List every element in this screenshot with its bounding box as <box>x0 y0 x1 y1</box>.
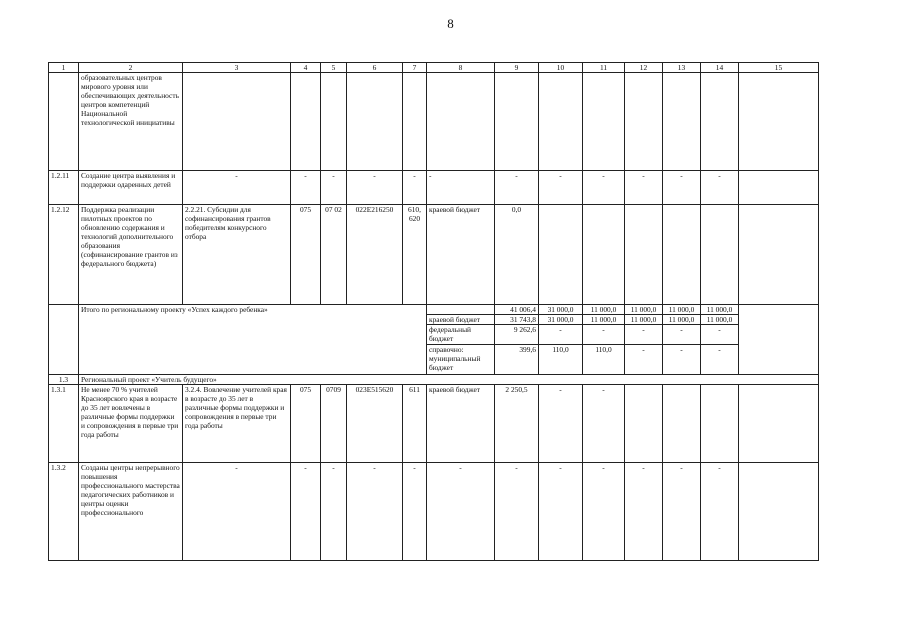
cell: - <box>183 171 291 205</box>
cell: - <box>701 345 739 375</box>
cell: - <box>347 171 403 205</box>
row-number: 1.2.11 <box>49 171 79 205</box>
cell: 3.2.4. Вовлечение учителей края в возрасте до 35 лет в различные формы поддержки и сопровождения в первые три года работы <box>183 385 291 463</box>
table-row <box>49 171 819 205</box>
row-number: 1.3.1 <box>49 385 79 463</box>
cell <box>427 73 495 171</box>
cell <box>347 73 403 171</box>
cell: - <box>321 171 347 205</box>
header-cell: 2 <box>79 63 183 73</box>
cell: - <box>539 325 583 345</box>
header-row <box>49 63 819 73</box>
cell <box>739 73 819 171</box>
cell: - <box>427 171 495 205</box>
cell: - <box>625 345 663 375</box>
header-cell: 4 <box>291 63 321 73</box>
cell: 022E216250 <box>347 205 403 305</box>
cell: 610, 620 <box>403 205 427 305</box>
cell: - <box>701 325 739 345</box>
cell: - <box>701 463 739 561</box>
cell: 31 743,8 <box>495 315 539 325</box>
cell <box>625 73 663 171</box>
cell: - <box>625 325 663 345</box>
cell <box>663 73 701 171</box>
cell: 11 000,0 <box>625 315 663 325</box>
cell: 110,0 <box>539 345 583 375</box>
cell <box>539 205 583 305</box>
cell: - <box>183 463 291 561</box>
cell: - <box>539 385 583 463</box>
cell: - <box>663 325 701 345</box>
cell: 399,6 <box>495 345 539 375</box>
cell: 41 006,4 <box>495 305 539 315</box>
section-number: 1.3 <box>49 375 79 385</box>
cell <box>495 73 539 171</box>
cell: - <box>583 385 625 463</box>
cell <box>403 73 427 171</box>
cell: - <box>347 463 403 561</box>
cell: Создание центра выявления и поддержки одаренных детей <box>79 171 183 205</box>
cell: справочно: муниципальный бюджет <box>427 345 495 375</box>
cell <box>539 73 583 171</box>
cell <box>701 205 739 305</box>
cell <box>739 305 819 375</box>
cell: 31 000,0 <box>539 305 583 315</box>
header-cell: 8 <box>427 63 495 73</box>
cell: 110,0 <box>583 345 625 375</box>
cell: - <box>495 171 539 205</box>
cell <box>291 73 321 171</box>
header-cell: 3 <box>183 63 291 73</box>
cell: краевой бюджет <box>427 205 495 305</box>
row-number: 1.2.12 <box>49 205 79 305</box>
section-title: Региональный проект «Учитель будущего» <box>79 375 819 385</box>
cell: - <box>321 463 347 561</box>
cell: - <box>583 171 625 205</box>
cell: 31 000,0 <box>539 315 583 325</box>
cell <box>321 73 347 171</box>
header-cell: 7 <box>403 63 427 73</box>
cell <box>663 385 701 463</box>
cell: - <box>583 325 625 345</box>
total-row <box>49 305 819 315</box>
cell: 11 000,0 <box>701 315 739 325</box>
cell: 11 000,0 <box>663 305 701 315</box>
header-cell: 11 <box>583 63 625 73</box>
cell: 11 000,0 <box>663 315 701 325</box>
cell: - <box>663 463 701 561</box>
header-cell: 1 <box>49 63 79 73</box>
cell: 11 000,0 <box>701 305 739 315</box>
cell: - <box>663 345 701 375</box>
cell: - <box>583 463 625 561</box>
cell: Созданы центры непрерывного повышения профессионального мастерства педагогических работников и центры оценки профессионального <box>79 463 183 561</box>
cell: - <box>495 463 539 561</box>
cell: 0,0 <box>495 205 539 305</box>
row-number: 1.3.2 <box>49 463 79 561</box>
cell <box>583 73 625 171</box>
cell: - <box>291 171 321 205</box>
cell: 023E515620 <box>347 385 403 463</box>
cell: - <box>539 171 583 205</box>
cell: образовательных центров мирового уровня или обеспечивающих деятельность центров компетенций Национальной технологической инициативы <box>79 73 183 171</box>
cell <box>739 205 819 305</box>
section-row <box>49 375 819 385</box>
cell <box>701 73 739 171</box>
cell: 2 250,5 <box>495 385 539 463</box>
cell: - <box>403 463 427 561</box>
cell: 0709 <box>321 385 347 463</box>
cell: 07 02 <box>321 205 347 305</box>
header-cell: 15 <box>739 63 819 73</box>
header-cell: 9 <box>495 63 539 73</box>
cell: - <box>539 463 583 561</box>
cell <box>183 73 291 171</box>
cell <box>625 205 663 305</box>
cell <box>663 205 701 305</box>
cell <box>739 463 819 561</box>
cell: Поддержка реализации пилотных проектов по обновлению содержания и технологий дополнительного образования (софинансирование грантов из федерального бюджета) <box>79 205 183 305</box>
header-cell: 5 <box>321 63 347 73</box>
table-row <box>49 73 819 171</box>
cell: 075 <box>291 385 321 463</box>
cell: федеральный бюджет <box>427 325 495 345</box>
cell: 9 262,6 <box>495 325 539 345</box>
cell: - <box>427 463 495 561</box>
cell: 11 000,0 <box>625 305 663 315</box>
cell: - <box>403 171 427 205</box>
header-cell: 6 <box>347 63 403 73</box>
cell: 11 000,0 <box>583 305 625 315</box>
budget-table <box>48 62 819 561</box>
cell <box>49 305 79 375</box>
cell <box>701 385 739 463</box>
cell: - <box>291 463 321 561</box>
header-cell: 10 <box>539 63 583 73</box>
cell <box>739 385 819 463</box>
cell: - <box>701 171 739 205</box>
header-cell: 12 <box>625 63 663 73</box>
header-cell: 13 <box>663 63 701 73</box>
cell <box>583 205 625 305</box>
cell: - <box>625 171 663 205</box>
table-row <box>49 463 819 561</box>
cell: 075 <box>291 205 321 305</box>
cell <box>625 385 663 463</box>
cell: 2.2.21. Субсидии для софинансирования грантов победителям конкурсного отбора <box>183 205 291 305</box>
table-row <box>49 385 819 463</box>
cell <box>427 305 495 315</box>
cell <box>739 171 819 205</box>
total-label: Итого по региональному проекту «Успех каждого ребенка» <box>79 305 427 375</box>
cell: - <box>625 463 663 561</box>
header-cell: 14 <box>701 63 739 73</box>
cell: 11 000,0 <box>583 315 625 325</box>
cell: 611 <box>403 385 427 463</box>
cell: - <box>663 171 701 205</box>
cell: краевой бюджет <box>427 315 495 325</box>
page-number: 8 <box>447 16 454 31</box>
cell: Не менее 70 % учителей Красноярского края в возрасте до 35 лет вовлечены в различные формы поддержки и сопровождения в первые три года работы <box>79 385 183 463</box>
cell <box>49 73 79 171</box>
cell: краевой бюджет <box>427 385 495 463</box>
table-row <box>49 205 819 305</box>
